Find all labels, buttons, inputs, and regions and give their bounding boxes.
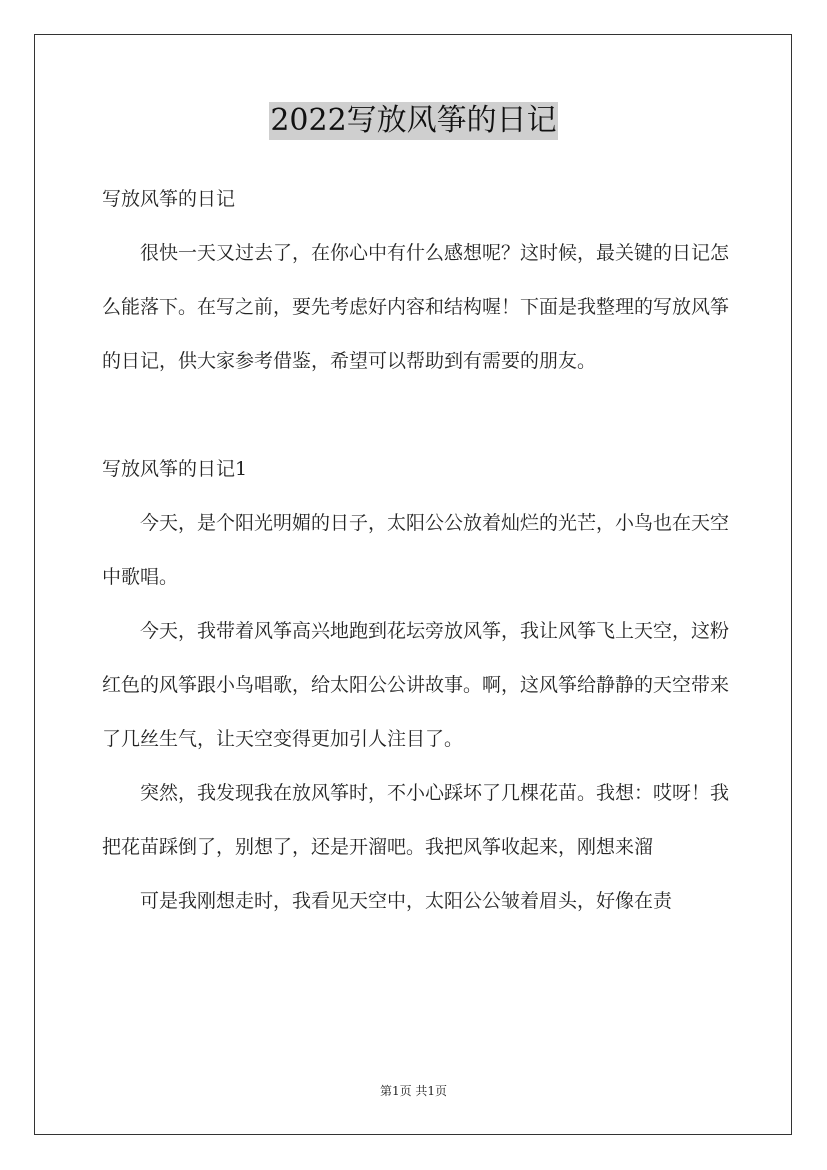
page-number-footer: 第1页 共1页	[379, 1084, 448, 1098]
section-1-paragraph-1: 今天，是个阳光明媚的日子，太阳公公放着灿烂的光芒，小鸟也在天空中歌唱。	[102, 512, 730, 588]
intro-paragraph: 很快一天又过去了，在你心中有什么感想呢？这时候，最关键的日记怎么能落下。在写之前，要先考虑好内容和结构喔！下面是我整理的写放风筝的日记，供大家参考借鉴，希望可以帮助到有需要的朋友。	[102, 242, 730, 372]
intro-heading: 写放风筝的日记	[102, 188, 236, 210]
document-body	[102, 172, 742, 928]
section-1-heading: 写放风筝的日记1	[102, 458, 248, 480]
section-1-paragraph-3: 突然，我发现我在放风筝时，不小心踩坏了几棵花苗。我想：哎呀！我把花苗踩倒了，别想了，还是开溜吧。我把风筝收起来，刚想来溜	[102, 782, 730, 858]
section-spacer	[102, 388, 742, 442]
section-1-paragraph-2: 今天，我带着风筝高兴地跑到花坛旁放风筝，我让风筝飞上天空，这粉红色的风筝跟小鸟唱歌，给太阳公公讲故事。啊，这风筝给静静的天空带来了几丝生气，让天空变得更加引人注目了。	[102, 620, 730, 750]
document-title: 2022写放风筝的日记	[270, 103, 557, 138]
document-title-wrapper	[0, 102, 827, 140]
section-1-paragraph-4: 可是我刚想走时，我看见天空中，太阳公公皱着眉头，好像在责	[140, 890, 673, 912]
